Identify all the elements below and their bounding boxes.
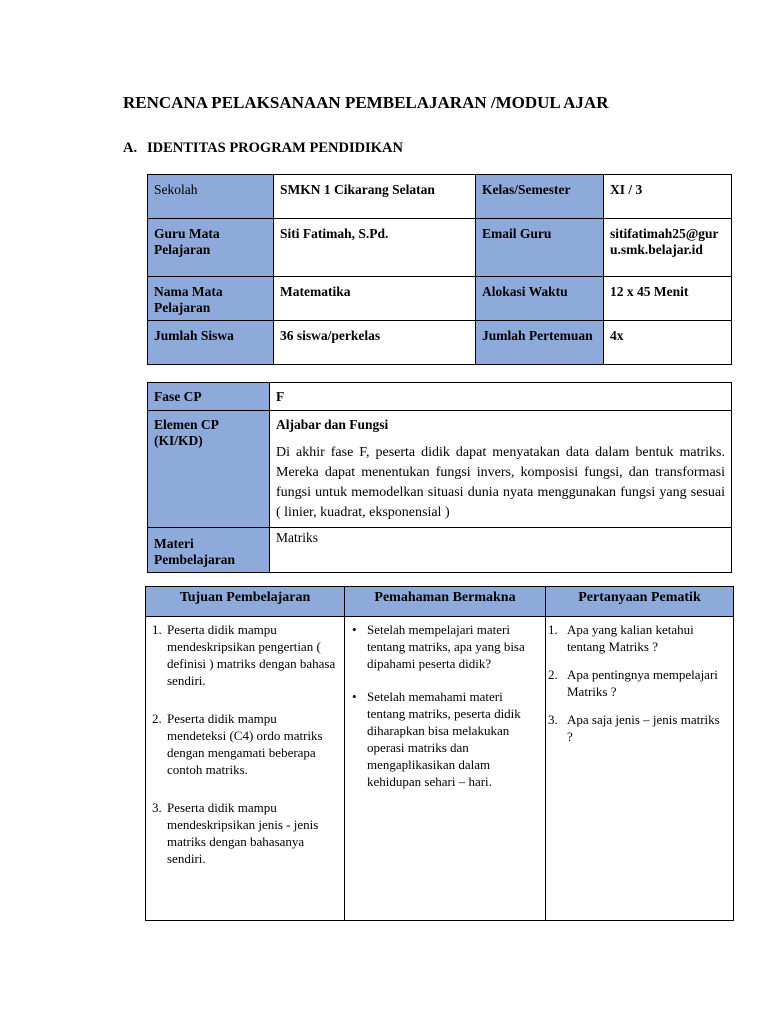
table-row [148,219,732,277]
students-label: Jumlah Siswa [148,321,274,365]
phase-label: Fase CP [148,383,270,411]
list-item [345,688,537,790]
table-row [148,175,732,219]
table-header-row [146,587,734,617]
list-item [146,799,336,867]
header-goals: Tujuan Pembelajaran [146,587,345,617]
section-heading [123,140,403,157]
table-row [148,277,732,321]
time-label: Alokasi Waktu [476,277,604,321]
meetings-value: 4x [604,321,732,365]
email-label: Email Guru [476,219,604,277]
material-label: Materi Pembelajaran [148,528,270,573]
goal-text: Peserta didik mampu mendeskripsikan pengertian ( definisi ) matriks dengan bahasa sendiri. [167,622,336,688]
list-number: 3. [548,712,558,727]
bullet-icon: • [352,622,357,637]
students-value: 36 siswa/perkelas [274,321,476,365]
list-item [146,710,336,778]
element-cell [270,411,732,528]
document-title: RENCANA PELAKSANAAN PEMBELAJARAN /MODUL AJAR [123,93,609,112]
header-understanding: Pemahaman Bermakna [345,587,546,617]
meetings-label: Jumlah Pertemuan [476,321,604,365]
understanding-text: Setelah memahami materi tentang matriks, peserta didik diharapkan bisa melakukan operasi matriks dan mengaplikasikan dalam kehidupan sehari – hari. [367,689,521,789]
list-item [345,621,537,672]
section-letter: A. [123,140,138,156]
table-row [146,617,734,921]
cp-table [147,382,732,573]
school-label: Sekolah [148,175,274,219]
goal-text: Peserta didik mampu mendeskripsikan jenis - jenis matriks dengan bahasanya sendiri. [167,800,319,866]
questions-cell [546,617,734,921]
element-label: Elemen CP (KI/KD) [148,411,270,528]
goals-cell [146,617,345,921]
header-questions: Pertanyaan Pematik [546,587,734,617]
understanding-text: Setelah mempelajari materi tentang matriks, apa yang bisa dipahami peserta didik? [367,622,525,671]
list-number: 2. [152,711,162,726]
table-row [148,411,732,528]
class-value: XI / 3 [604,175,732,219]
question-text: Apa yang kalian ketahui tentang Matriks ? [567,622,694,654]
section-title: IDENTITAS PROGRAM PENDIDIKAN [147,140,403,156]
identity-table [147,174,732,365]
table-row [148,321,732,365]
list-item [546,666,725,700]
understanding-cell [345,617,546,921]
list-number: 3. [152,800,162,815]
teacher-value: Siti Fatimah, S.Pd. [274,219,476,277]
element-description: Di akhir fase F, peserta didik dapat menyatakan data dalam bentuk matriks. Mereka dapat menentukan fungsi invers, komposisi fungsi, dan transformasi fungsi untuk memodelkan situasi dunia nyata menggunakan fungsi yang sesuai ( linier, kuadrat, eksponensial ) [276,445,725,520]
element-title: Aljabar dan Fungsi [276,417,389,432]
list-item [146,621,336,689]
material-value: Matriks [270,528,732,573]
table-row [148,383,732,411]
understanding-list [345,621,537,790]
questions-list [546,621,725,745]
subject-label: Nama Mata Pelajaran [148,277,274,321]
school-value: SMKN 1 Cikarang Selatan [274,175,476,219]
list-item [546,621,725,655]
email-value: sitifatimah25@guru.smk.belajar.id [604,219,732,277]
list-number: 2. [548,667,558,682]
phase-value: F [270,383,732,411]
table-row [148,528,732,573]
teacher-label: Guru Mata Pelajaran [148,219,274,277]
bullet-icon: • [352,689,357,704]
time-value: 12 x 45 Menit [604,277,732,321]
goals-list [146,621,336,867]
list-number: 1. [548,622,558,637]
goal-text: Peserta didik mampu mendeteksi (C4) ordo matriks dengan mengamati beberapa contoh matriks. [167,711,323,777]
list-number: 1. [152,622,162,637]
list-item [546,711,725,745]
subject-value: Matematika [274,277,476,321]
question-text: Apa saja jenis – jenis matriks ? [567,712,720,744]
question-text: Apa pentingnya mempelajari Matriks ? [567,667,718,699]
goals-table [145,586,734,921]
class-label: Kelas/Semester [476,175,604,219]
